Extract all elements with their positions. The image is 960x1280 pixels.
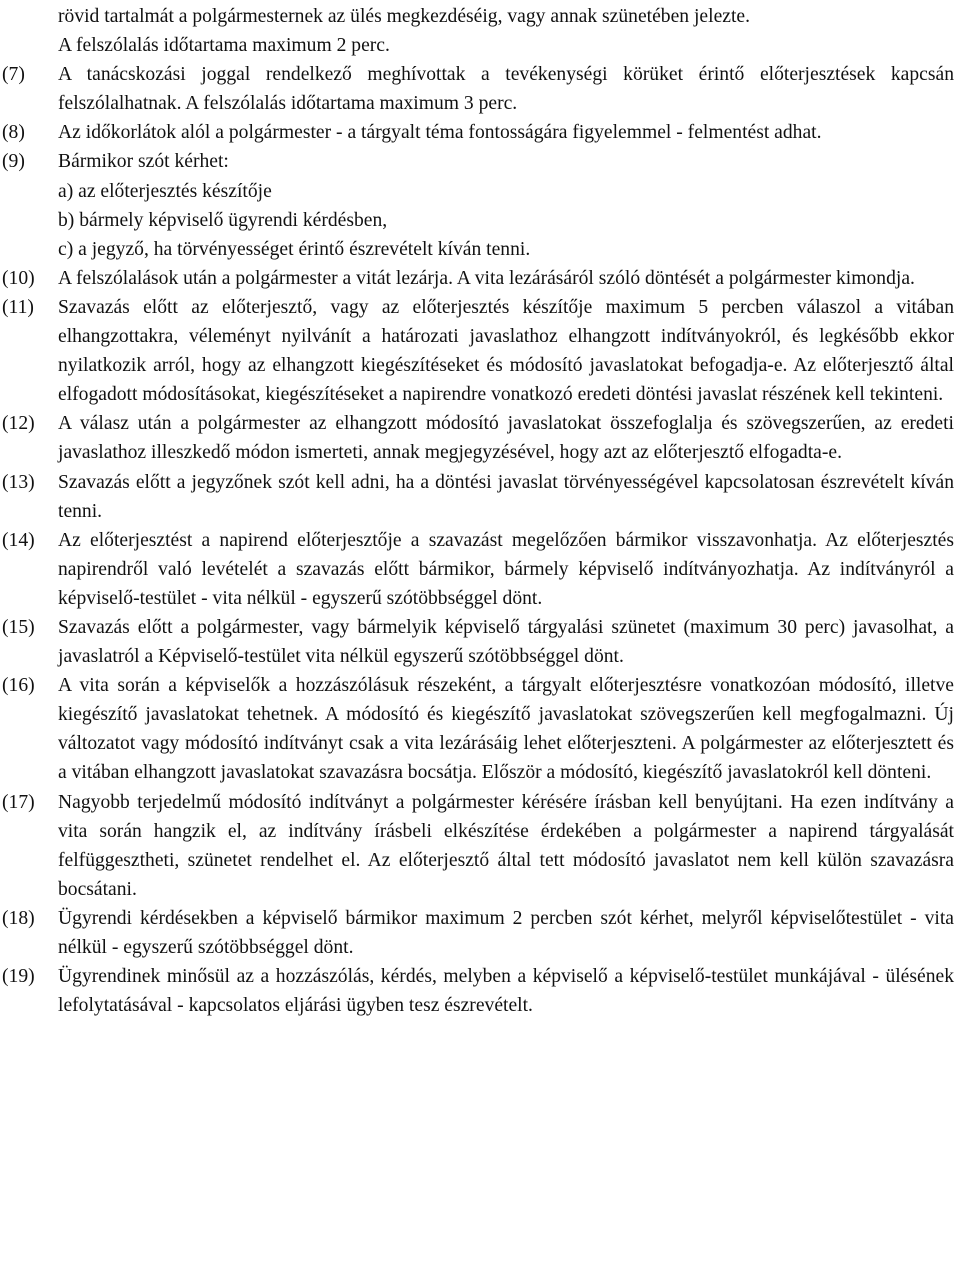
paragraph-number: (18) (2, 907, 35, 929)
paragraph-16 (2, 671, 954, 787)
paragraph-19 (2, 962, 954, 1020)
paragraph-text: Az időkorlátok alól a polgármester - a tárgyalt téma fontosságára figyelemmel - felmentést adhat. (58, 122, 822, 144)
list-item-a: a) az előterjesztés készítője (58, 180, 272, 202)
paragraph-number: (15) (2, 616, 35, 638)
paragraph-text: A felszólalások után a polgármester a vitát lezárja. A vita lezárásáról szóló döntését a polgármester kimondja. (58, 267, 915, 289)
paragraph-7 (2, 60, 954, 118)
paragraph-11 (2, 293, 954, 409)
paragraph-number: (13) (2, 471, 35, 493)
paragraph-18 (2, 904, 954, 962)
paragraph-number: (9) (2, 151, 25, 173)
paragraph-9 (2, 147, 954, 176)
paragraph-8 (2, 118, 954, 147)
paragraph-number: (17) (2, 791, 35, 813)
paragraph-number: (10) (2, 267, 35, 289)
paragraph-number: (8) (2, 122, 25, 144)
paragraph-number: (16) (2, 675, 35, 697)
paragraph-text: Szavazás előtt az előterjesztő, vagy az előterjesztés készítője maximum 5 percben válaszol a vitában elhangzottakra, véleményt nyilvánít a határozati javaslathoz elhangzott indítványokról, és legkésőbb ekkor nyilatkozik arról, hogy az elhangzott kiegészítéseket és módosító javaslatokat befogadja-e. Az előterjesztő által elfogadott módosításokat, kiegészítéseket a napirendre vonatkozó eredeti döntési javaslat részének kell tekinteni. (58, 296, 954, 406)
paragraph-number: (19) (2, 966, 35, 988)
paragraph-text: Az előterjesztést a napirend előterjesztője a szavazást megelőzően bármikor visszavonhatja. Az előterjesztés napirendről való levételét a szavazás előtt bármikor, bármely képviselő indítványozhatja. Az indítványról a képviselő-testület - vita nélkül - egyszerű szótöbbséggel dönt. (58, 529, 954, 609)
continuation-line-1: rövid tartalmát a polgármesternek az ülés megkezdéséig, vagy annak szünetében jelezte. (58, 6, 751, 27)
paragraph-17 (2, 788, 954, 904)
paragraph-text: A vita során a képviselők a hozzászólásuk részeként, a tárgyalt előterjesztésre vonatkozóan módosító, illetve kiegészítő javaslatokat tehetnek. A módosító és kiegészítő javaslatokat szövegszerűen kell megfogalmazni. Új változatot vagy módosító indítványt csak a vita lezárásáig lehet előterjeszteni. A polgármester az előterjesztett és a vitában elhangzott javaslatokat szavazásra bocsátja. Először a módosító, kiegészítő javaslatokról kell dönteni. (58, 675, 954, 784)
paragraph-text: Szavazás előtt a polgármester, vagy bármelyik képviselő tárgyalási szünetet (maximum 30 perc) javasolhat, a javaslatról a Képviselő-testület vita nélkül egyszerű szótöbbséggel dönt. (58, 616, 954, 668)
paragraph-number: (11) (2, 296, 34, 318)
paragraph-text: A tanácskozási joggal rendelkező meghívottak a tevékenységi körüket érintő előterjesztések kapcsán felszólalhatnak. A felszólalás időtartama maximum 3 perc. (58, 64, 954, 115)
paragraph-15 (2, 613, 954, 671)
list-item-b: b) bármely képviselő ügyrendi kérdésben, (58, 209, 388, 231)
paragraph-text: Nagyobb terjedelmű módosító indítványt a polgármester kérésére írásban kell benyújtani. Ha ezen indítvány a vita során hangzik el, az indítvány írásbeli elkészítése érdekében a polgármester a napirend tárgyalását felfüggesztheti, szünetet rendelhet el. Az előterjesztő által tett módosító javaslatot nem kell külön szavazásra bocsátani. (58, 791, 954, 900)
paragraph-12 (2, 409, 954, 467)
paragraph-text: Szavazás előtt a jegyzőnek szót kell adni, ha a döntési javaslat törvényességével kapcsolatosan észrevételt kíván tenni. (58, 471, 954, 522)
paragraph-text: Ügyrendinek minősül az a hozzászólás, kérdés, melyben a képviselő a képviselő-testület munkájával - ülésének lefolytatásával - kapcsolatos eljárási ügyben tesz észrevételt. (58, 966, 954, 1017)
list-item-c: c) a jegyző, ha törvényességet érintő észrevételt kíván tenni. (58, 238, 531, 260)
paragraph-14 (2, 526, 954, 613)
paragraph-text: Bármikor szót kérhet: (58, 151, 229, 173)
paragraph-10 (2, 264, 954, 293)
paragraph-13 (2, 468, 954, 526)
paragraph-number: (12) (2, 413, 35, 435)
paragraph-text: Ügyrendi kérdésekben a képviselő bármikor maximum 2 percben szót kérhet, melyről képviselőtestület - vita nélkül - egyszerű szótöbbséggel dönt. (58, 907, 954, 958)
paragraph-text: A válasz után a polgármester az elhangzott módosító javaslatokat összefoglalja és szövegszerűen, az eredeti javaslathoz illeszkedő módon ismerteti, annak megjegyzésével, hogy azt az előterjesztő elfogadta-e. (58, 413, 954, 464)
continuation-line-2: A felszólalás időtartama maximum 2 perc. (58, 35, 390, 57)
paragraph-number: (7) (2, 64, 25, 86)
paragraph-number: (14) (2, 529, 35, 551)
